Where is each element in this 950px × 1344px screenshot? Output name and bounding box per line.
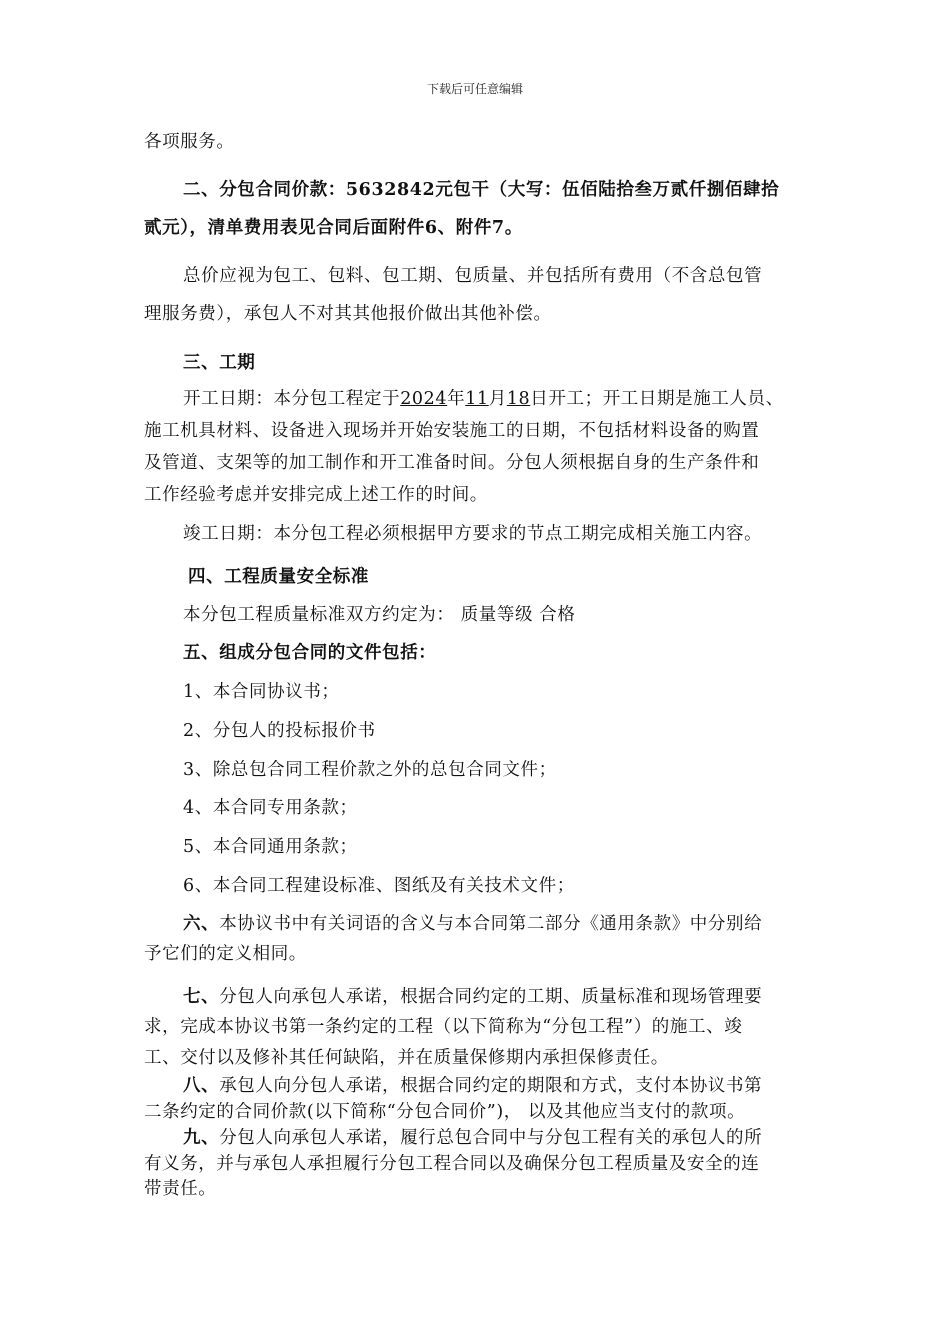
text-line: 总价应视为包工、包料、包工期、包质量、并包括所有费用（不含总包管 [183, 266, 763, 286]
start-month: 11 [465, 389, 489, 409]
clause-number: 七、 [183, 987, 220, 1007]
text-segment: 本协议书中有关词语的含义与本合同第二部分《通用条款》中分别给 [219, 914, 763, 934]
page-header: 下载后可任意编辑 [426, 82, 523, 96]
text-line: 及管道、支架等的加工制作和开工准备时间。分包人须根据自身的生产条件和 [144, 453, 760, 473]
text-segment: 月 [488, 389, 507, 409]
text-line: 二条约定的合同价款(以下简称“分包合同价”)， 以及其他应当支付的款项。 [144, 1102, 746, 1122]
section-heading-documents: 五、组成分包合同的文件包括： [183, 643, 437, 663]
text-segment: 分包人向承包人承诺，履行总包合同中与分包工程有关的承包人的所 [219, 1128, 763, 1148]
list-item: 6、本合同工程建设标准、图纸及有关技术文件； [183, 876, 575, 896]
text-segment: 分包人向承包人承诺，根据合同约定的工期、质量标准和现场管理要 [219, 987, 763, 1007]
start-date-line [183, 385, 784, 410]
text-line: 贰元），清单费用表见合同后面附件6、附件7。 [144, 218, 523, 238]
list-item: 3、除总包合同工程价款之外的总包合同文件； [183, 760, 557, 780]
text-line: 竣工日期：本分包工程必须根据甲方要求的节点工期完成相关施工内容。 [183, 524, 763, 544]
section-heading-price: 二、分包合同价款：5632842元包干（大写：伍佰陆拾叁万贰仟捌佰肆拾 [183, 180, 780, 200]
text-segment: 年 [447, 389, 466, 409]
section-heading-quality: 四、工程质量安全标准 [188, 567, 369, 587]
text-segment: 开工日期：本分包工程定于 [183, 389, 401, 409]
list-item: 2、分包人的投标报价书 [183, 721, 376, 741]
text-line: 有义务，并与承包人承担履行分包工程合同以及确保分包工程质量及安全的连 [144, 1154, 760, 1174]
clause-number: 六、 [183, 914, 220, 934]
clause-nine [183, 1124, 762, 1149]
list-item: 1、本合同协议书； [183, 682, 340, 702]
clause-number: 九、 [183, 1128, 220, 1148]
start-day: 18 [506, 389, 531, 409]
text-line: 予它们的定义相同。 [144, 944, 307, 964]
text-line: 施工机具材料、设备进入现场并开始安装施工的日期，不包括材料设备的购置 [144, 421, 760, 441]
clause-seven [183, 983, 762, 1008]
section-heading-schedule: 三、工期 [183, 353, 256, 373]
text-line: 求，完成本协议书第一条约定的工程（以下简称为“分包工程”）的施工、竣 [144, 1017, 743, 1037]
start-year: 2024 [400, 389, 448, 409]
text-line: 带责任。 [144, 1179, 217, 1199]
text-segment: 日开工；开工日期是施工人员、 [530, 389, 784, 409]
list-item: 5、本合同通用条款； [183, 837, 358, 857]
text-line: 工作经验考虑并安排完成上述工作的时间。 [144, 485, 488, 505]
text-line: 本分包工程质量标准双方约定为： 质量等级 合格 [183, 605, 576, 625]
clause-six [183, 910, 762, 935]
text-line: 各项服务。 [144, 132, 235, 152]
text-segment: 承包人向分包人承诺，根据合同约定的期限和方式，支付本协议书第 [219, 1076, 763, 1096]
text-line: 理服务费），承包人不对其其他报价做出其他补偿。 [144, 304, 552, 324]
list-item: 4、本合同专用条款； [183, 798, 358, 818]
text-line: 工、交付以及修补其任何缺陷，并在质量保修期内承担保修责任。 [144, 1048, 669, 1068]
clause-number: 八、 [183, 1076, 220, 1096]
clause-eight [183, 1072, 762, 1097]
